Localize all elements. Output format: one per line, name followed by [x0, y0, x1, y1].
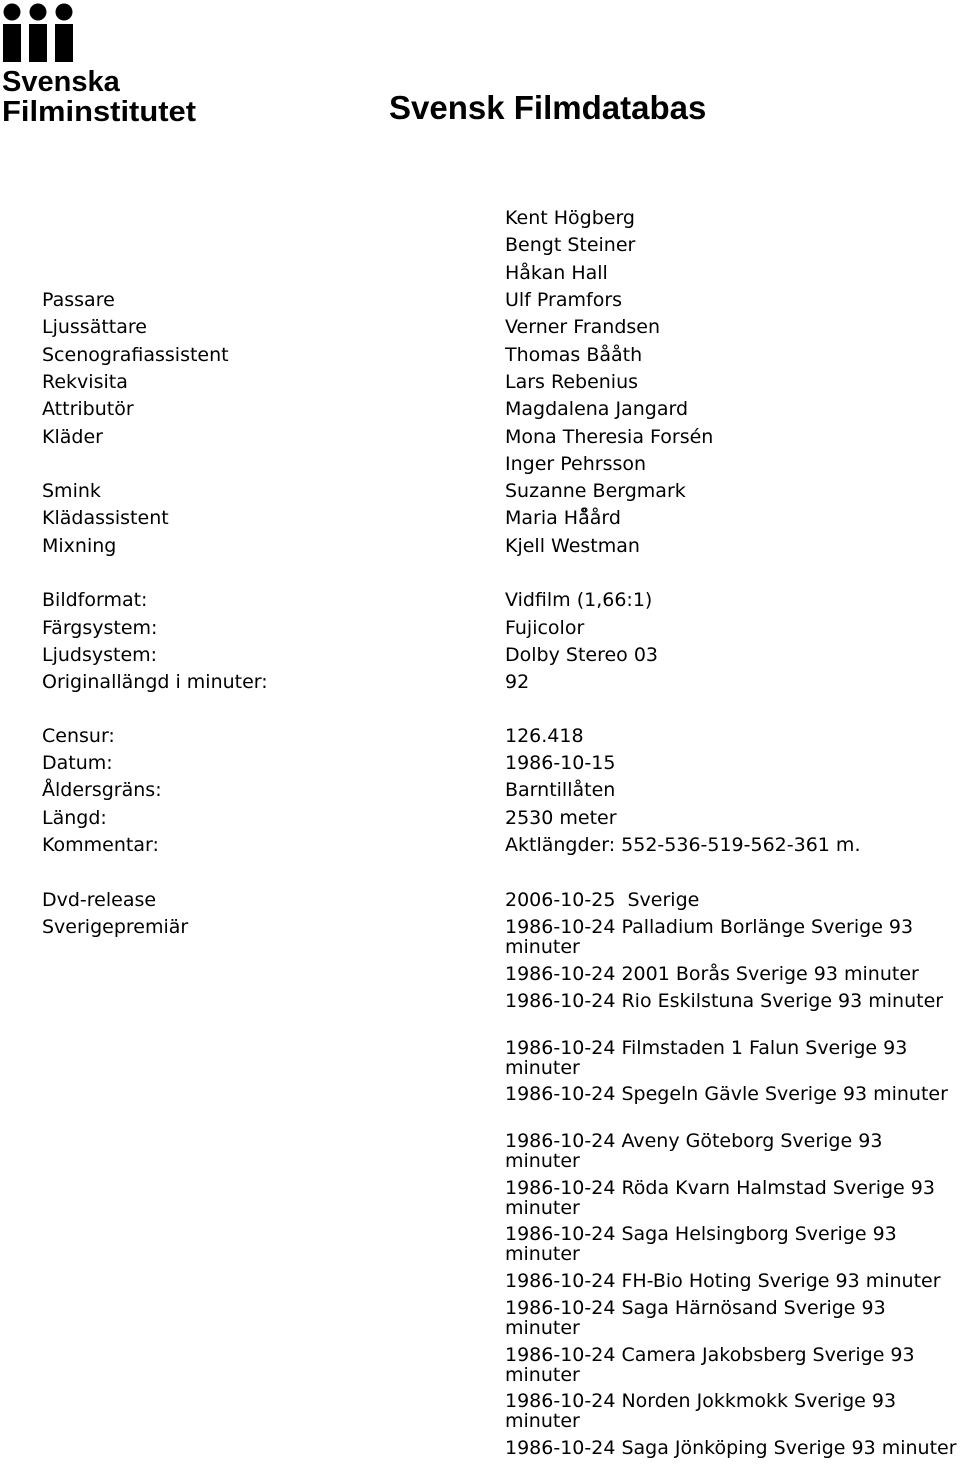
premiere-item: 1986-10-24 Rio Eskilstuna Sverige 93 minuter: [505, 990, 944, 1012]
premiere-item: 1986-10-24 Aveny Göteborg Sverige 93 minuter: [505, 1130, 883, 1172]
censur-label: Kommentar:: [42, 834, 159, 856]
censur-label: Längd:: [42, 807, 107, 829]
tech-label: Originallängd i minuter:: [42, 671, 268, 693]
svenska-filminstitutet-logo: [0, 0, 200, 130]
premiere-item: 1986-10-24 Norden Jokkmokk Sverige 93 minuter: [505, 1390, 897, 1432]
crew-role: Mixning: [42, 535, 117, 557]
censur-value: Barntillåten: [505, 779, 616, 801]
dvd-value: 2006-10-25 Sverige: [505, 889, 700, 911]
crew-role: Kläder: [42, 426, 103, 448]
crew-name: Suzanne Bergmark: [505, 480, 686, 502]
tech-value: Fujicolor: [505, 617, 585, 639]
premiere-item: 1986-10-24 2001 Borås Sverige 93 minuter: [505, 963, 919, 985]
tech-label: Bildformat:: [42, 589, 148, 611]
crew-role: Klädassistent: [42, 507, 169, 529]
tech-label: Ljudsystem:: [42, 644, 158, 666]
page-title: Svensk Filmdatabas: [389, 89, 707, 126]
crew-name: Magdalena Jangard: [505, 398, 689, 420]
logo-line1: Svenska: [2, 66, 120, 98]
crew-name: Lars Rebenius: [505, 371, 639, 393]
crew-value: Håkan Hall: [505, 262, 608, 284]
crew-role: Passare: [42, 289, 115, 311]
premiere-label: Sverigepremiär: [42, 916, 189, 938]
censur-label: Censur:: [42, 725, 115, 747]
premiere-item: 1986-10-24 Saga Jönköping Sverige 93 minuter: [505, 1437, 957, 1459]
premiere-item: 1986-10-24 FH-Bio Hoting Sverige 93 minuter: [505, 1270, 941, 1292]
premiere-item: 1986-10-24 Spegeln Gävle Sverige 93 minuter: [505, 1083, 948, 1105]
tech-value: Vidfilm (1,66:1): [505, 589, 653, 611]
crew-value: Bengt Steiner: [505, 234, 636, 256]
censur-value: 2530 meter: [505, 807, 617, 829]
crew-name: Maria Hå̊ård: [505, 507, 621, 529]
censur-value: Aktlängder: 552-536-519-562-361 m.: [505, 834, 861, 856]
crew-value: Kent Högberg: [505, 207, 635, 229]
crew-role: Smink: [42, 480, 101, 502]
premiere-item: 1986-10-24 Camera Jakobsberg Sverige 93 minuter: [505, 1344, 915, 1386]
censur-label: Datum:: [42, 752, 113, 774]
premiere-item: 1986-10-24 Röda Kvarn Halmstad Sverige 93 minuter: [505, 1177, 935, 1219]
crew-name: Ulf Pramfors: [505, 289, 623, 311]
premiere-item: 1986-10-24 Saga Helsingborg Sverige 93 minuter: [505, 1223, 897, 1265]
censur-label: Åldersgräns:: [42, 779, 162, 801]
tech-label: Färgsystem:: [42, 617, 158, 639]
crew-role: Ljussättare: [42, 316, 147, 338]
censur-value: 1986-10-15: [505, 752, 616, 774]
premiere-item: 1986-10-24 Palladium Borlänge Sverige 93 minuter: [505, 916, 914, 958]
crew-role: Scenografiassistent: [42, 344, 229, 366]
logo-line2: Filminstitutet: [2, 96, 197, 128]
crew-name: Verner Frandsen: [505, 316, 661, 338]
tech-value: Dolby Stereo 03: [505, 644, 659, 666]
crew-name: Thomas Bååth: [505, 344, 643, 366]
premiere-item: 1986-10-24 Saga Härnösand Sverige 93 minuter: [505, 1297, 886, 1339]
crew-role: Attributör: [42, 398, 134, 420]
crew-name: Mona Theresia Forsén: [505, 426, 714, 448]
crew-name: Inger Pehrsson: [505, 453, 647, 475]
crew-name: Kjell Westman: [505, 535, 640, 557]
tech-value: 92: [505, 671, 530, 693]
premiere-item: 1986-10-24 Filmstaden 1 Falun Sverige 93 minuter: [505, 1037, 908, 1079]
censur-value: 126.418: [505, 725, 584, 747]
dvd-label: Dvd-release: [42, 889, 157, 911]
crew-role: Rekvisita: [42, 371, 128, 393]
